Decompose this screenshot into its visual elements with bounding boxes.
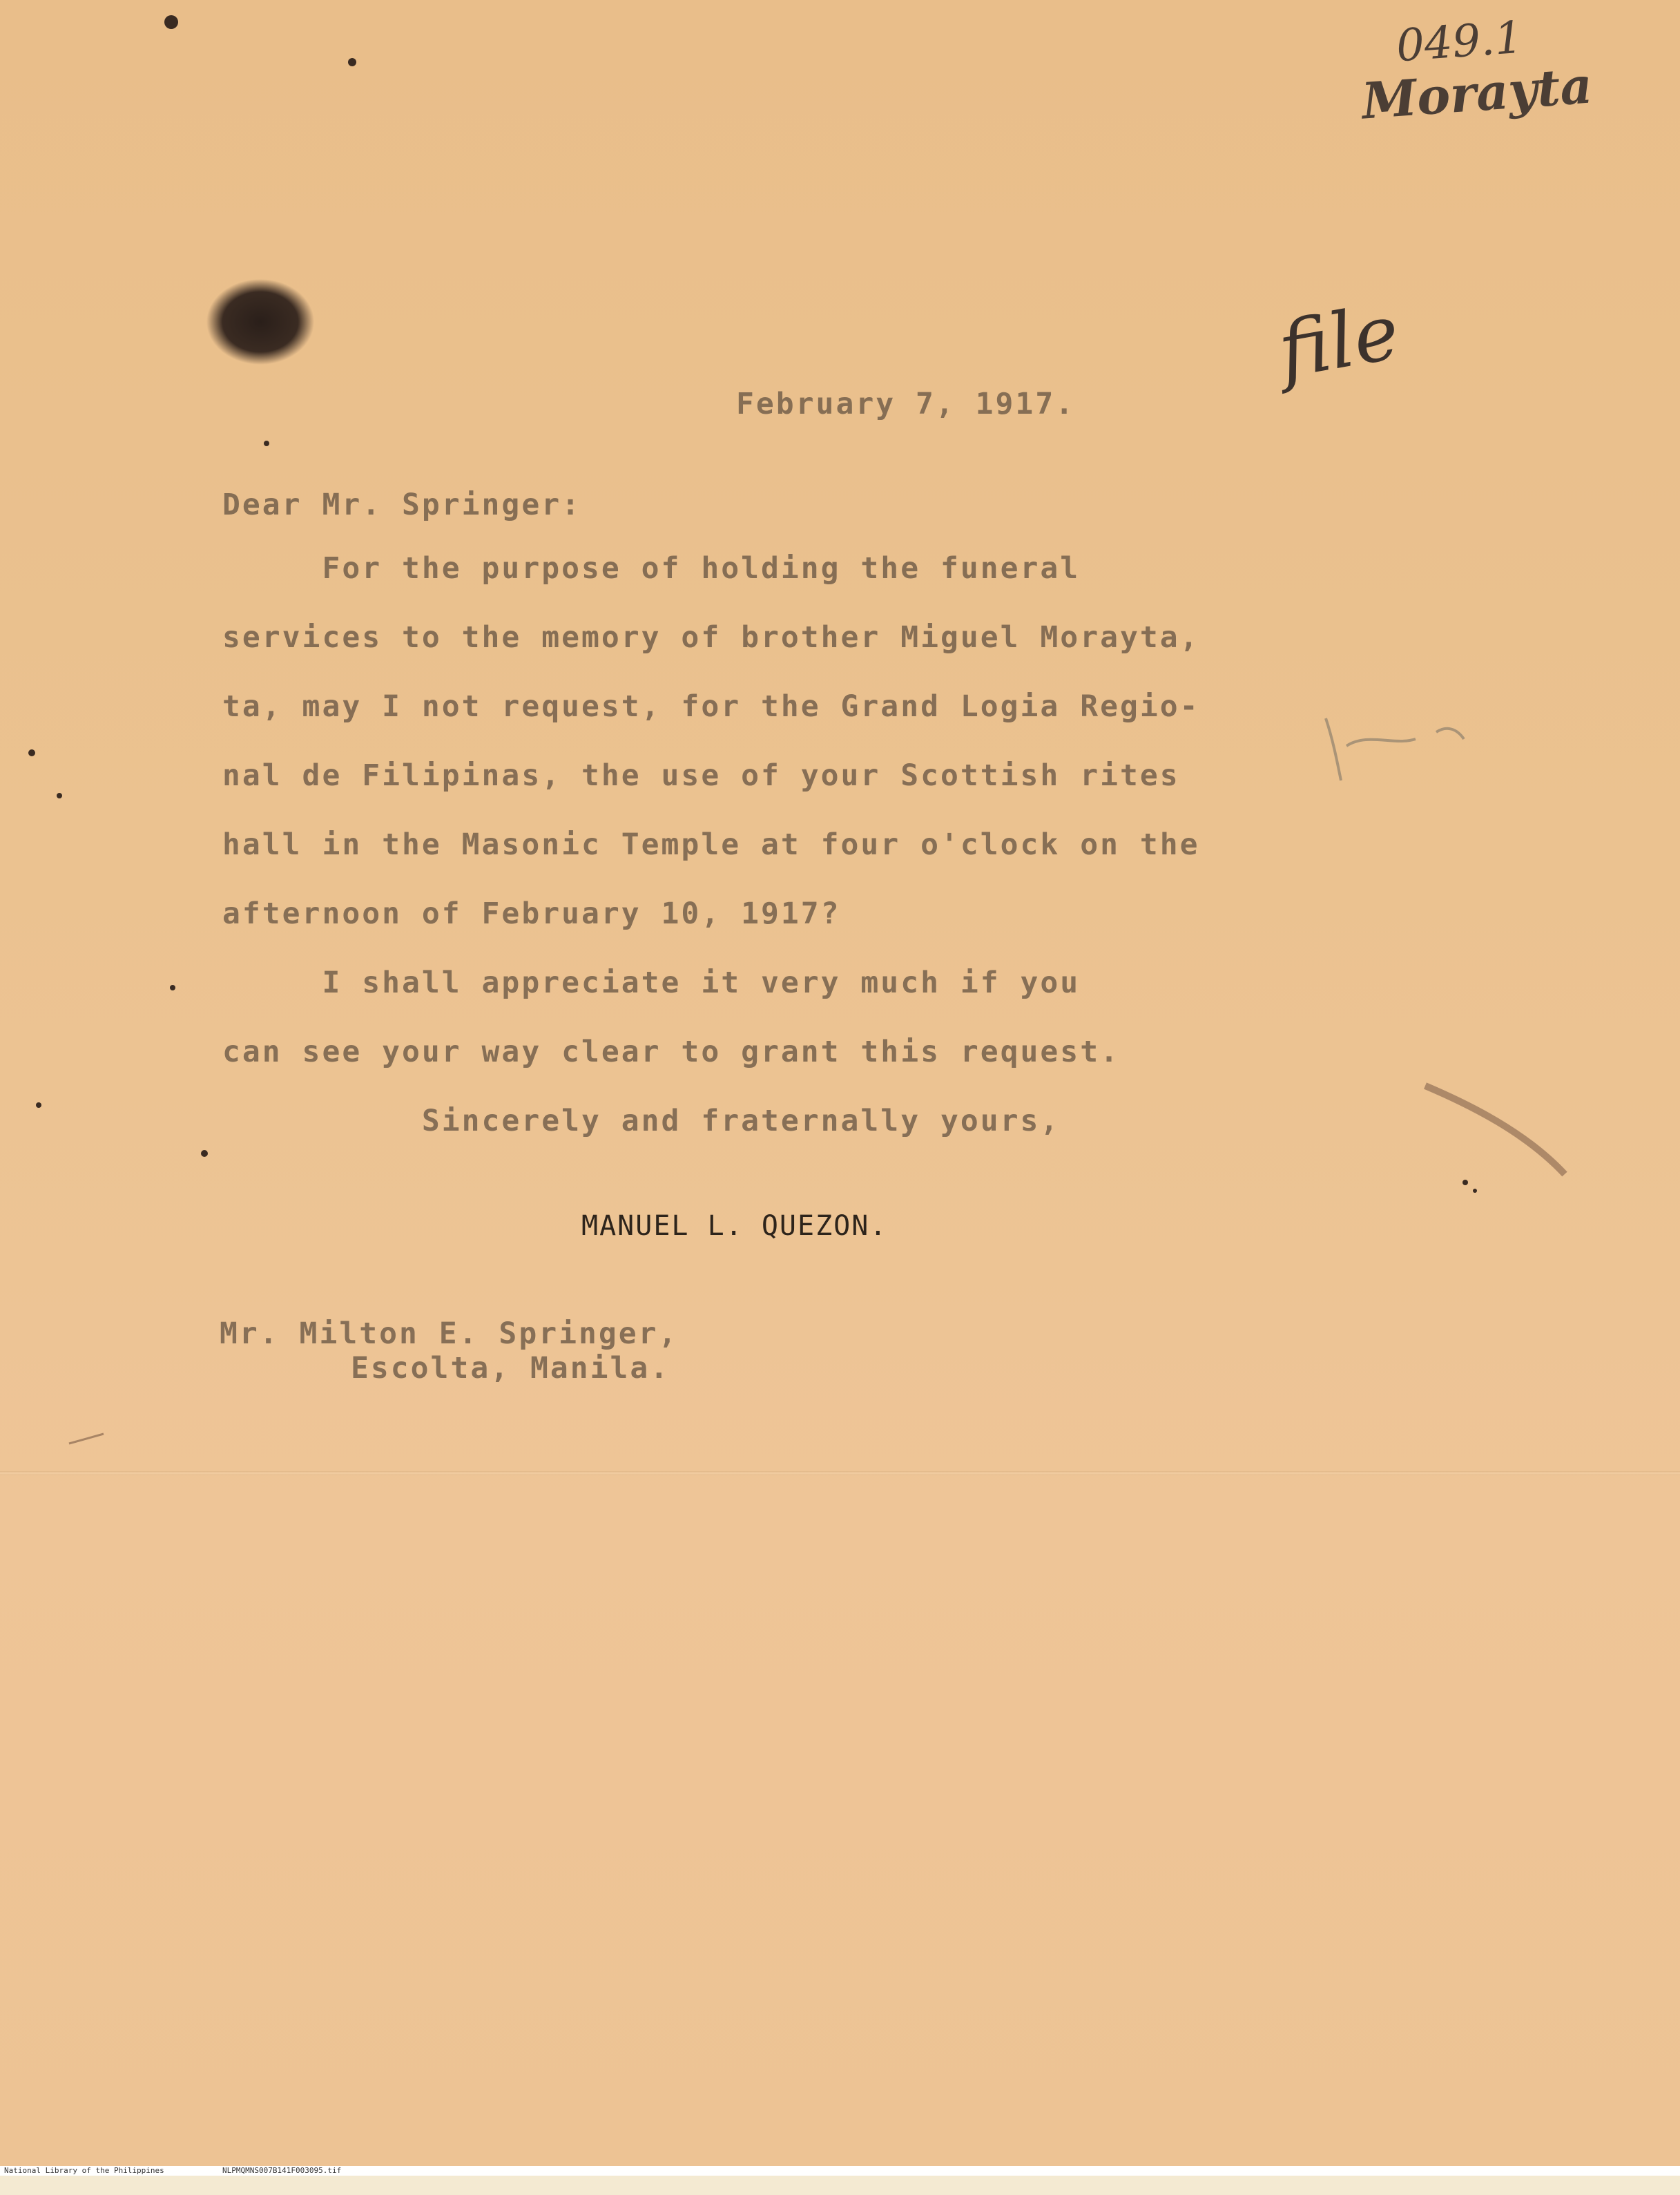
letter-date: February 7, 1917. <box>736 387 1076 421</box>
body-line: I shall appreciate it very much if you <box>222 966 1081 1000</box>
body-line: ta, may I not request, for the Grand Logia Regio- <box>222 689 1200 724</box>
addressee-name: Mr. Milton E. Springer, <box>220 1316 679 1351</box>
footer-file-id: NLPMQMNS007B141F003095.tif <box>222 2166 342 2175</box>
body-line: services to the memory of brother Miguel Morayta, <box>222 620 1200 655</box>
handwritten-name-note: Morayta <box>1360 55 1594 131</box>
body-line: hall in the Masonic Temple at four o'clock on the <box>222 827 1200 862</box>
addressee-address: Escolta, Manila. <box>351 1351 670 1386</box>
handwritten-file-note: file <box>1272 287 1406 396</box>
handwritten-file-code: 049.1 <box>1394 12 1525 73</box>
footer-library-name: National Library of the Philippines <box>4 2166 164 2175</box>
body-line: can see your way clear to grant this request. <box>222 1035 1120 1069</box>
body-line: nal de Filipinas, the use of your Scottish rites <box>222 758 1180 793</box>
letter-signature: MANUEL L. QUEZON. <box>581 1210 888 1242</box>
letter-closing: Sincerely and fraternally yours, <box>222 1104 1061 1138</box>
body-line: For the purpose of holding the funeral <box>222 551 1081 586</box>
body-line: afternoon of February 10, 1917? <box>222 897 841 931</box>
letter-salutation: Dear Mr. Springer: <box>222 488 581 522</box>
scan-footer <box>0 2166 1680 2176</box>
